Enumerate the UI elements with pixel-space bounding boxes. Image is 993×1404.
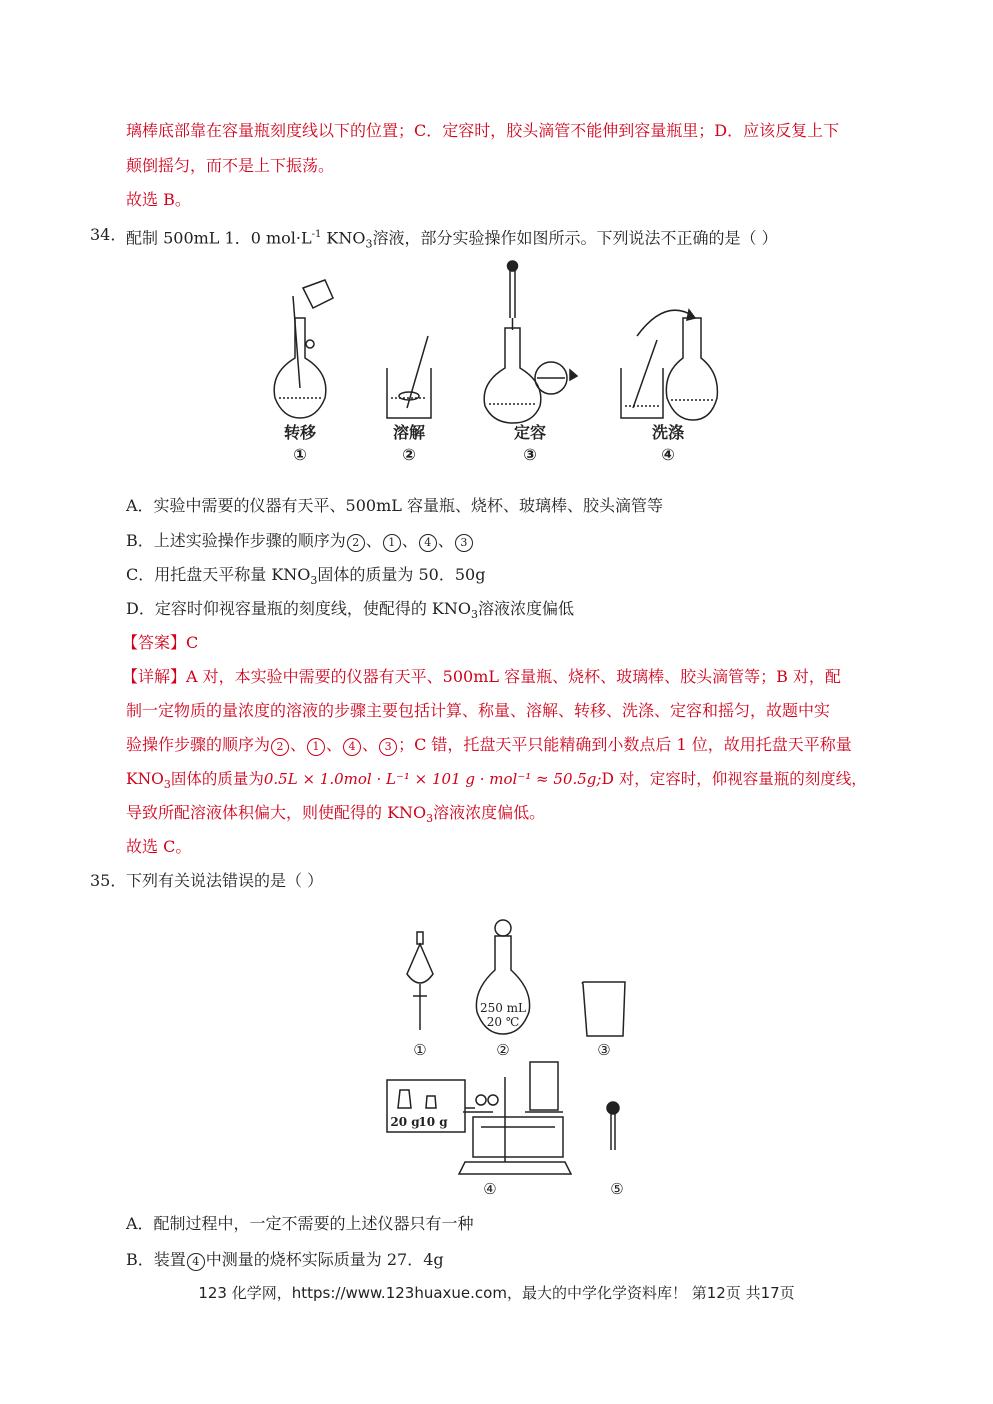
fig-label-fix-volume: 定容 xyxy=(513,423,547,442)
seq-mark: 2 xyxy=(347,534,365,552)
detail-l4-c: D 对，定容时，仰视容量瓶的刻度线， xyxy=(601,770,867,788)
q34-stem-sup: -1 xyxy=(311,229,322,240)
fig-mark-4: ④ xyxy=(661,445,675,464)
q35-option-b-pre: B．装置 xyxy=(126,1250,186,1269)
apparatus-mark-5: ⑤ xyxy=(610,1180,624,1198)
seq-mark: 3 xyxy=(455,534,473,552)
answer-value: C xyxy=(186,633,199,652)
detail-formula: 0.5L × 1.0mol · L⁻¹ × 101 g · mol⁻¹ ≈ 50.5g; xyxy=(263,770,602,788)
q34-detail-line-5 xyxy=(126,802,545,830)
q34-option-d-sub: 3 xyxy=(471,608,478,622)
q34-stem-a: 配制 500mL 1．0 mol·L xyxy=(126,228,312,248)
flask-capacity: 250 mL xyxy=(479,1001,527,1015)
q34-lab-figure xyxy=(265,258,725,468)
q34-option-a: A．实验中需要的仪器有天平、500mL 容量瓶、烧杯、玻璃棒、胶头滴管等 xyxy=(126,496,663,515)
q35-apparatus-figure xyxy=(385,912,645,1202)
q34-option-d-pre: D．定容时仰视容量瓶的刻度线，使配得的 KNO xyxy=(126,599,471,618)
answer-tag: 【答案】 xyxy=(122,633,187,652)
flask-temperature: 20 ℃ xyxy=(486,1015,520,1029)
apparatus-mark-4: ④ xyxy=(483,1180,497,1198)
apparatus-mark-3: ③ xyxy=(597,1041,611,1059)
q35-option-a: A．配制过程中，一定不需要的上述仪器只有一种 xyxy=(126,1214,474,1233)
fig-label-transfer: 转移 xyxy=(283,423,317,442)
seq-mark: 1 xyxy=(383,534,401,552)
q34-option-c xyxy=(126,564,485,592)
continuation-line-1: 璃棒底部靠在容量瓶刻度线以下的位置；C．定容时，胶头滴管不能伸到容量瓶里；D．应该反复上下 xyxy=(126,121,840,140)
page-footer: 123 化学网，https://www.123huaxue.com，最大的中学化学资料库！ 第12页 共17页 xyxy=(198,1284,795,1302)
q34-option-b-text: B．上述实验操作步骤的顺序为 xyxy=(126,531,346,550)
seq-mark: 4 xyxy=(419,534,437,552)
detail-l5-b: 溶液浓度偏低。 xyxy=(433,803,546,822)
detail-l5-a: 导致所配溶液体积偏大，则使配得的 KNO xyxy=(126,803,427,822)
q34-option-b: B．上述实验操作步骤的顺序为 2 、 1 、 4 、 3 xyxy=(126,530,474,552)
q34-option-c-post: 固体的质量为 50．50g xyxy=(317,565,486,584)
fig-mark-3: ③ xyxy=(523,445,537,464)
detail-l3-pre: 验操作步骤的顺序为 xyxy=(126,735,271,754)
q34-option-d-post: 溶液浓度偏低 xyxy=(478,599,575,618)
q34-option-c-sub: 3 xyxy=(310,574,318,588)
q34-detail-line-2: 制一定物质的量浓度的溶液的步骤主要包括计算、称量、溶解、转移、洗涤、定容和摇匀，故题中实 xyxy=(126,701,831,720)
weight-20g: 20 g xyxy=(390,1115,420,1129)
detail-tag: 【详解】 xyxy=(122,667,187,686)
seq-mark: 2 xyxy=(271,738,289,756)
detail-l4-a: KNO xyxy=(126,770,164,788)
apparatus-mark-1: ① xyxy=(413,1041,427,1059)
weight-10g: 10 g xyxy=(418,1115,448,1129)
q34-detail-line-1 xyxy=(122,666,841,688)
q35-stem: 下列有关说法错误的是（ ） xyxy=(126,871,324,890)
q34-stem-sub: 3 xyxy=(365,237,373,251)
q34-answer xyxy=(122,632,198,654)
detail-l4-b: 固体的质量为 xyxy=(170,770,264,788)
q34-detail-line-4 xyxy=(126,768,867,796)
fig-label-dissolve: 溶解 xyxy=(392,423,426,442)
detail-l3-post: ；C 错，托盘天平只能精确到小数点后 1 位，故用托盘天平称量 xyxy=(398,735,852,754)
q34-stem xyxy=(126,224,778,256)
q34-answer-line: 故选 C。 xyxy=(126,837,192,856)
q35-option-b-post: 中测量的烧杯实际质量为 27．4g xyxy=(205,1250,444,1269)
detail-l4-sub: 3 xyxy=(163,778,171,792)
detail-text: A 对，本实验中需要的仪器有天平、500mL 容量瓶、烧杯、玻璃棒、胶头滴管等；B 对，配 xyxy=(186,667,841,686)
q34-number: 34． xyxy=(90,225,127,244)
q34-stem-b: KNO xyxy=(321,228,366,248)
seq-mark: 3 xyxy=(379,738,397,756)
seq-mark: 4 xyxy=(343,738,361,756)
detail-l5-sub: 3 xyxy=(426,812,434,826)
q34-detail-line-3: 验操作步骤的顺序为 2 、 1 、 4 、 3 ；C 错，托盘天平只能精确到小数点后 1 位，故用托盘天平称量 xyxy=(126,735,852,754)
q34-option-d xyxy=(126,598,574,626)
q34-option-c-pre: C．用托盘天平称量 KNO xyxy=(126,565,311,584)
continuation-line-2: 颠倒摇匀，而不是上下振荡。 xyxy=(126,156,335,175)
q35-option-b xyxy=(126,1249,444,1271)
fig-mark-1: ① xyxy=(293,445,307,464)
fig-mark-2: ② xyxy=(402,445,416,464)
q34-stem-c: 溶液，部分实验操作如图所示。下列说法不正确的是（ ） xyxy=(372,228,778,248)
q35-number: 35． xyxy=(90,871,127,890)
continuation-answer: 故选 B。 xyxy=(126,190,191,209)
apparatus-mark: 4 xyxy=(187,1253,205,1271)
fig-label-wash: 洗涤 xyxy=(651,423,685,442)
apparatus-mark-2: ② xyxy=(496,1041,510,1059)
seq-mark: 1 xyxy=(307,738,325,756)
